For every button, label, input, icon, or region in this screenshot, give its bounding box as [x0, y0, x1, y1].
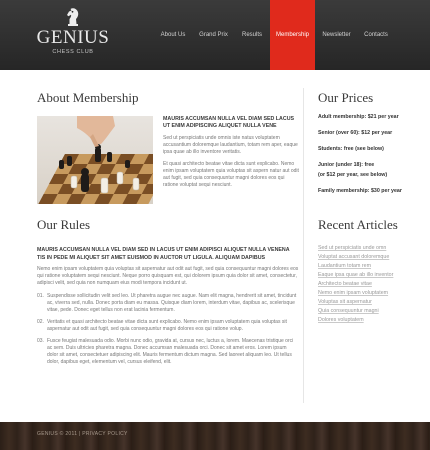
rule-text: Veritatis et quasi architecto beatae vitae dicta sunt explicabo. Nemo enim ipsam voluptatem quia voluptas sit aspernatur aut odit aut fugit, sed quia consequuntur magni dolores eos qui ratione volup. [47, 319, 287, 332]
price-list [318, 114, 424, 204]
about-paragraph-1: Sed ut perspiciatis unde omnis iste natus voluptatem accusantium doloremque laudantium, totam rem aper, eaque ipsa quae ab illo inventore veritatis. [163, 135, 298, 155]
about-paragraph-2: Et quasi architecto beatae vitae dicta sunt explicabo. Nemo enim ipsam voluptatem quia voluptas sit aspern natur aut odit aut fugit, sed quia consequuntur magni dolores eos qui ratione voluptat sequi nesciunt. [163, 161, 299, 188]
main-nav [153, 0, 394, 70]
nav-about-us[interactable]: About Us [160, 32, 186, 38]
rules-list [37, 293, 299, 366]
price-item: Junior (under 18): free [318, 162, 375, 168]
column-divider [303, 88, 304, 403]
rule-text: Suspendisse sollicitudin velit sed leo. Ut pharetra augue nec augue. Nam elit magna, hendrerit sit amet, tincidunt ac, viverra sed, nulla. Donec porta diam eu massa. Quisque diam lorem, interdum vitae, dapibus ac, scelerisque vitae, pede. Donec eget tellus non erat lacinia fermentum. [47, 293, 297, 313]
article-link[interactable]: Voluptas sit aspernatur [318, 299, 372, 305]
site-footer [0, 422, 430, 450]
rule-number: 03. [37, 338, 44, 344]
about-text [163, 116, 299, 189]
list-item [37, 338, 299, 366]
price-item: (or $12 per year, see below) [318, 172, 388, 178]
article-link[interactable]: Sed ut perspiciatis unde omn [318, 245, 387, 251]
chess-photo [37, 116, 153, 204]
logo[interactable] [33, 6, 113, 62]
articles-list [318, 245, 408, 326]
brand-tagline: CHESS CLUB [52, 49, 94, 55]
list-item [37, 293, 299, 314]
about-membership-heading: About Membership [37, 90, 139, 105]
rules-caps: MAURIS ACCUMSAN NULLA VEL DIAM SED IN LACUS UT ENIM ADIPISCI ALIQUET NULLA VENENA TIS IN PEDE MI ALIQUET SIT AMET EUISMOD IN AUCTOR UT LIGULA. ALIQUAM DAPIBUS [37, 247, 290, 261]
prices-heading: Our Prices [318, 90, 374, 105]
nav-membership[interactable]: Membership [270, 0, 315, 70]
rule-number: 02. [37, 319, 44, 325]
knight-icon [62, 6, 84, 28]
article-link[interactable]: Nemo enim ipsam voluptatem [318, 290, 389, 296]
rules-lead: Nemo enim ipsam voluptatem quia voluptas sit aspernatur aut odit aut fugit, sed quia consequuntur magni dolores eos qui ratione voluptatem sequi nesciunt. Neque porro quisquam est, qui dolorem ipsum quia dolor sit amet, consectetur, adipisci velit, sed quia non numquam eius modi tempora incidunt ut. [37, 266, 299, 286]
brand-name: GENIUS [36, 27, 110, 48]
site-header [0, 0, 430, 70]
article-link[interactable]: Laudantium totam rem [318, 263, 371, 269]
price-item: Adult membership: $21 per year [318, 114, 399, 120]
price-item: Senior (over 60): $12 per year [318, 130, 393, 136]
rule-text: Fusce feugiat malesuada odio. Morbi nunc odio, gravida at, cursus nec, luctus a, lorem. Maecenas tristique orci ac sem. Duis ultricies pharetra magna. Donec accumsan malesuada orci. Donec sit amet eros. Lorem ipsum dolor sit amet, consectetuer adipiscing elit. Mauris fermentum dictum magna. Sed laoreet aliquam leo. Ut tellus dolor, dapibus eget, elementum vel, cursus eleifend, elit. [47, 338, 294, 365]
list-item [37, 319, 299, 333]
article-link[interactable]: Architecto beatae vitae [318, 281, 372, 287]
nav-results[interactable]: Results [241, 32, 262, 38]
main-content [0, 70, 430, 422]
price-item: Family membership: $30 per year [318, 188, 402, 194]
article-link[interactable]: Quia consequuntur magni [318, 308, 379, 314]
rules-section [37, 246, 299, 371]
nav-contacts[interactable]: Contacts [364, 32, 388, 38]
rules-heading: Our Rules [37, 217, 91, 232]
about-caps: MAURIS ACCUMSAN NULLA VEL DIAM SED LACUS UT ENIM ADIPISCING ALIQUET NULLA VENE [163, 116, 295, 129]
article-link[interactable]: Dolores voluptatem [318, 317, 364, 323]
nav-newsletter[interactable]: Newsletter [322, 32, 351, 38]
nav-grand-prix[interactable]: Grand Prix [199, 32, 228, 38]
article-link[interactable]: Voluptat accusant doloremque [318, 254, 390, 260]
price-item: Students: free (see below) [318, 146, 384, 152]
recent-articles-heading: Recent Articles [318, 217, 398, 232]
rule-number: 01. [37, 293, 44, 299]
footer-copyright[interactable]: GENIUS © 2011 | PRIVACY POLICY [37, 431, 128, 437]
article-link[interactable]: Eaque ipsa quae ab illo inventor [318, 272, 394, 278]
